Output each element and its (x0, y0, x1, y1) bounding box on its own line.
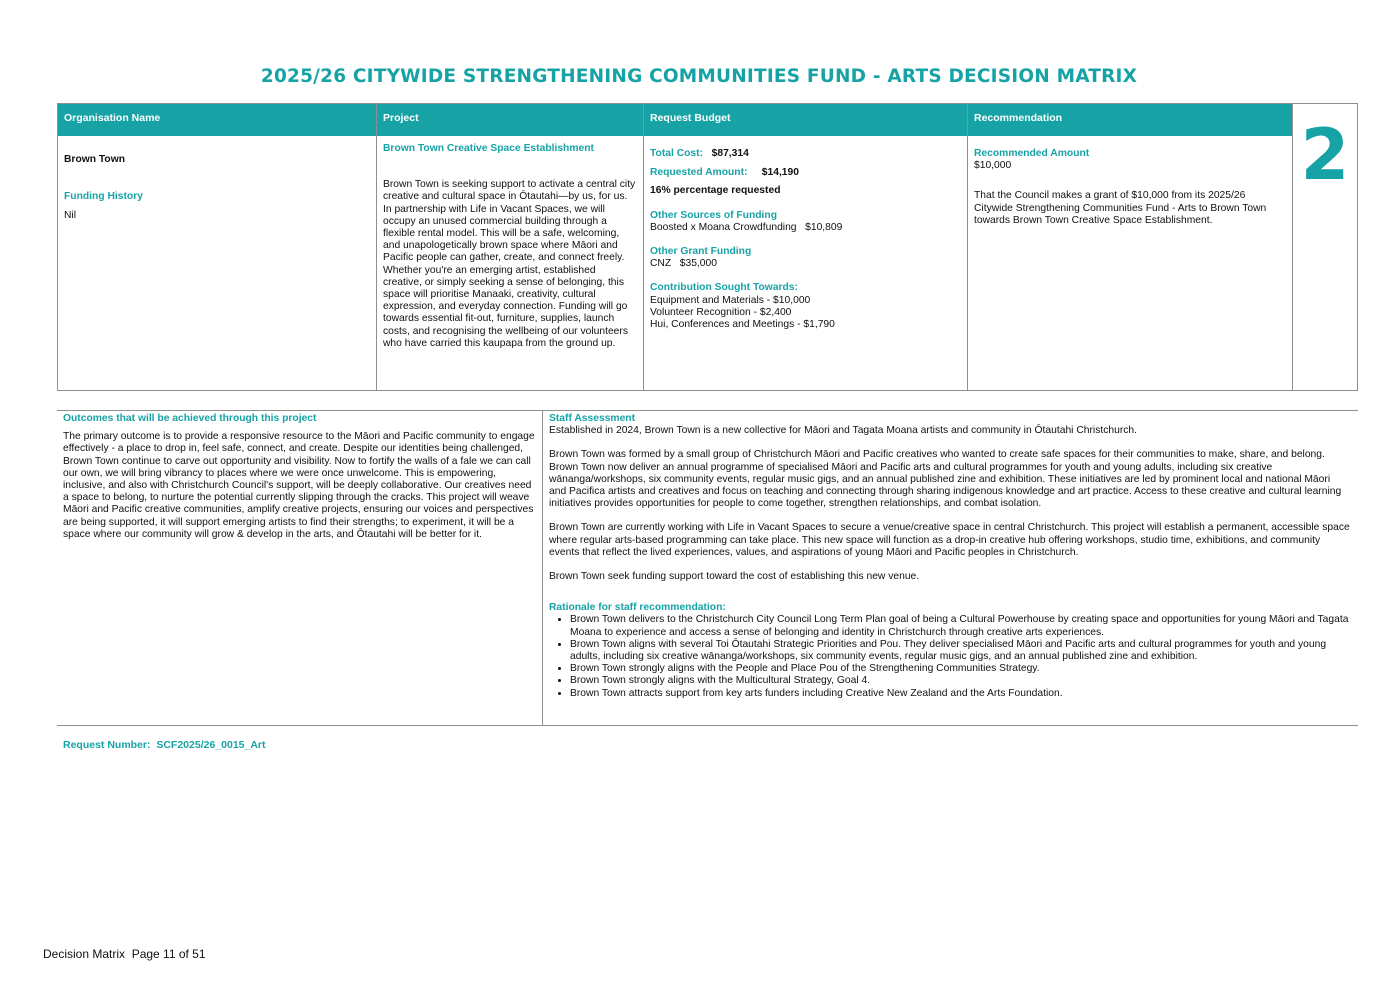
rationale-list (549, 614, 1350, 699)
total-cost-value: $87,314 (711, 148, 749, 159)
rationale-item: • Brown Town delivers to the Christchurch City Council Long Term Plan goal of being a Cultural Powerhouse by creating space and opportunities for young Māori and Tagata Moana to experience and access a sense of belonging and identity in Christchurch through creative arts experiences. (570, 614, 1350, 638)
project-column (376, 104, 643, 390)
recommendation-header: Recommendation (968, 104, 1292, 136)
organisation-column (58, 104, 376, 390)
requested-amount-value: $14,190 (761, 167, 799, 179)
outcomes-label: Outcomes that will be achieved through this project (63, 413, 317, 424)
requested-amount-label: Requested Amount: (650, 167, 748, 179)
rationale-item: • Brown Town attracts support from key arts funders including Creative New Zealand and the Arts Foundation. (570, 688, 1350, 700)
project-name: Brown Town Creative Space Establishment (383, 143, 594, 154)
funding-history-value: Nil (64, 210, 77, 222)
item-number-column (1292, 104, 1357, 390)
contribution-label: Contribution Sought Towards: (650, 282, 798, 294)
staff-assessment-paragraph: Brown Town was formed by a small group of Christchurch Māori and Pacific creatives who wanted to create safe spaces for their communities to make, share, and belong. Brown Town now deliver an annual programme of specialised Māori and Pacific arts and cultural programmes for youth and young adults, including six creative wānanga/workshops, six community events, regular music gigs, and an annual published zine and exhibition. These initiatives are led by prominent local and national Māori and Pacifica artists and creatives and focus on teaching and connecting through sharing indigenous knowledge and art practice. Access to these creative and cultural learning initiatives provides opportunities for people to come together, strengthen relationships, and combat isolation. (549, 449, 1342, 510)
contribution-item: Volunteer Recognition - $2,400 (650, 306, 792, 318)
assessment-section (57, 410, 1358, 726)
organisation-header: Organisation Name (58, 104, 376, 136)
requested-amount-row (650, 167, 961, 179)
staff-assessment-paragraph: Established in 2024, Brown Town is a new collective for Māori and Tagata Moana artists and community in Ōtautahi Christchurch. (549, 425, 1137, 437)
recommended-amount-label: Recommended Amount (974, 148, 1090, 159)
total-cost-row (650, 148, 961, 160)
contribution-item: Hui, Conferences and Meetings - $1,790 (650, 319, 835, 331)
rationale-label: Rationale for staff recommendation: (549, 602, 726, 614)
funding-history-label: Funding History (64, 191, 143, 203)
staff-assessment-column (542, 411, 1356, 725)
decision-matrix-table (57, 103, 1358, 391)
request-number: Request Number: SCF2025/26_0015_Art (63, 739, 266, 751)
budget-header: Request Budget (644, 104, 967, 136)
other-sources-value: Boosted x Moana Crowdfunding $10,809 (650, 221, 843, 233)
other-sources-label: Other Sources of Funding (650, 209, 777, 221)
budget-column (643, 104, 967, 390)
page-footer: Decision Matrix Page 11 of 51 (43, 947, 206, 961)
staff-assessment-paragraph: Brown Town seek funding support toward the cost of establishing this new venue. (549, 571, 920, 583)
contribution-item: Equipment and Materials - $10,000 (650, 294, 811, 306)
recommendation-text: That the Council makes a grant of $10,000 from its 2025/26 Citywide Strengthening Communities Fund - Arts to Brown Town towards Brown Town Creative Space Establishment. (974, 190, 1267, 226)
page-title: 2025/26 CITYWIDE STRENGTHENING COMMUNITIES FUND - ARTS DECISION MATRIX (260, 66, 1138, 87)
project-header: Project (377, 104, 643, 136)
percentage-requested: 16% percentage requested (650, 185, 781, 197)
recommended-amount-value: $10,000 (974, 160, 1012, 172)
rationale-item: • Brown Town strongly aligns with the People and Place Pou of the Strengthening Communities Strategy. (570, 663, 1350, 675)
staff-assessment-label: Staff Assessment (549, 413, 636, 424)
rationale-item: • Brown Town aligns with several Toi Ōtautahi Strategic Priorities and Pou. They deliver specialised Māori and Pacific arts and cultural programmes for youth and young adults, including six creative wānanga/workshops, six community events, regular music gigs, and an annual published zine and exhibition. (570, 639, 1350, 663)
other-grant-label: Other Grant Funding (650, 246, 752, 258)
total-cost-label: Total Cost: (650, 148, 704, 159)
outcomes-text: The primary outcome is to provide a responsive resource to the Māori and Pacific community to engage effectively - a place to drop in, feel safe, connect, and create. Despite our identities being challenged, Brown Town continue to carve out opportunity and visibility. Now to fortify the walls of a fale we can call our own, we will bring vibrancy to places where we were once unwelcome. This is empowering, inclusive, and also with Christchurch Council's support, will be deeply collaborative. Our creatives need a space to belong, to nurture the potential currently slipping through the cracks. This project will weave Māori and Pacific creative communities, amplify creative projects, ensuring our voices and perspectives are being supported, it will support emerging artists to find their strengths; to experiment, it will be a space where our community will grow & develop in the arts, and Ōtautahi will be better for it. (63, 431, 535, 540)
other-grant-value: CNZ $35,000 (650, 258, 717, 270)
organisation-name: Brown Town (64, 154, 126, 165)
project-description: Brown Town is seeking support to activate a central city creative and cultural space in Ōtautahi—by us, for us. In partnership with Life in Vacant Spaces, we will occupy an unused commercial building through a flexible rental model. This will be a safe, welcoming, and unapologetically brown space where Māori and Pacific people can gather, create, and connect freely. Whether you're an emerging artist, established creative, or simply seeking a sense of belonging, this space will prioritise Manaaki, creativity, cultural expression, and everyday connection. Funding will go towards essential fit-out, furniture, supplies, launch costs, and recognising the wellbeing of our volunteers who have carried this kaupapa from the ground up. (383, 179, 636, 349)
item-number: 2 (1300, 114, 1350, 196)
staff-assessment-paragraph: Brown Town are currently working with Life in Vacant Spaces to secure a venue/creative space in central Christchurch. This project will establish a permanent, accessible space where regular arts-based programming can take place. This new space will function as a drop-in creative hub offering workshops, studio time, exhibitions, and community events that reflect the lived experiences, values, and aspirations of young Māori and Pacific peoples in Christchurch. (549, 522, 1350, 558)
rationale-item: • Brown Town strongly aligns with the Multicultural Strategy, Goal 4. (570, 675, 1350, 687)
recommendation-column (967, 104, 1292, 390)
outcomes-column (57, 411, 542, 725)
